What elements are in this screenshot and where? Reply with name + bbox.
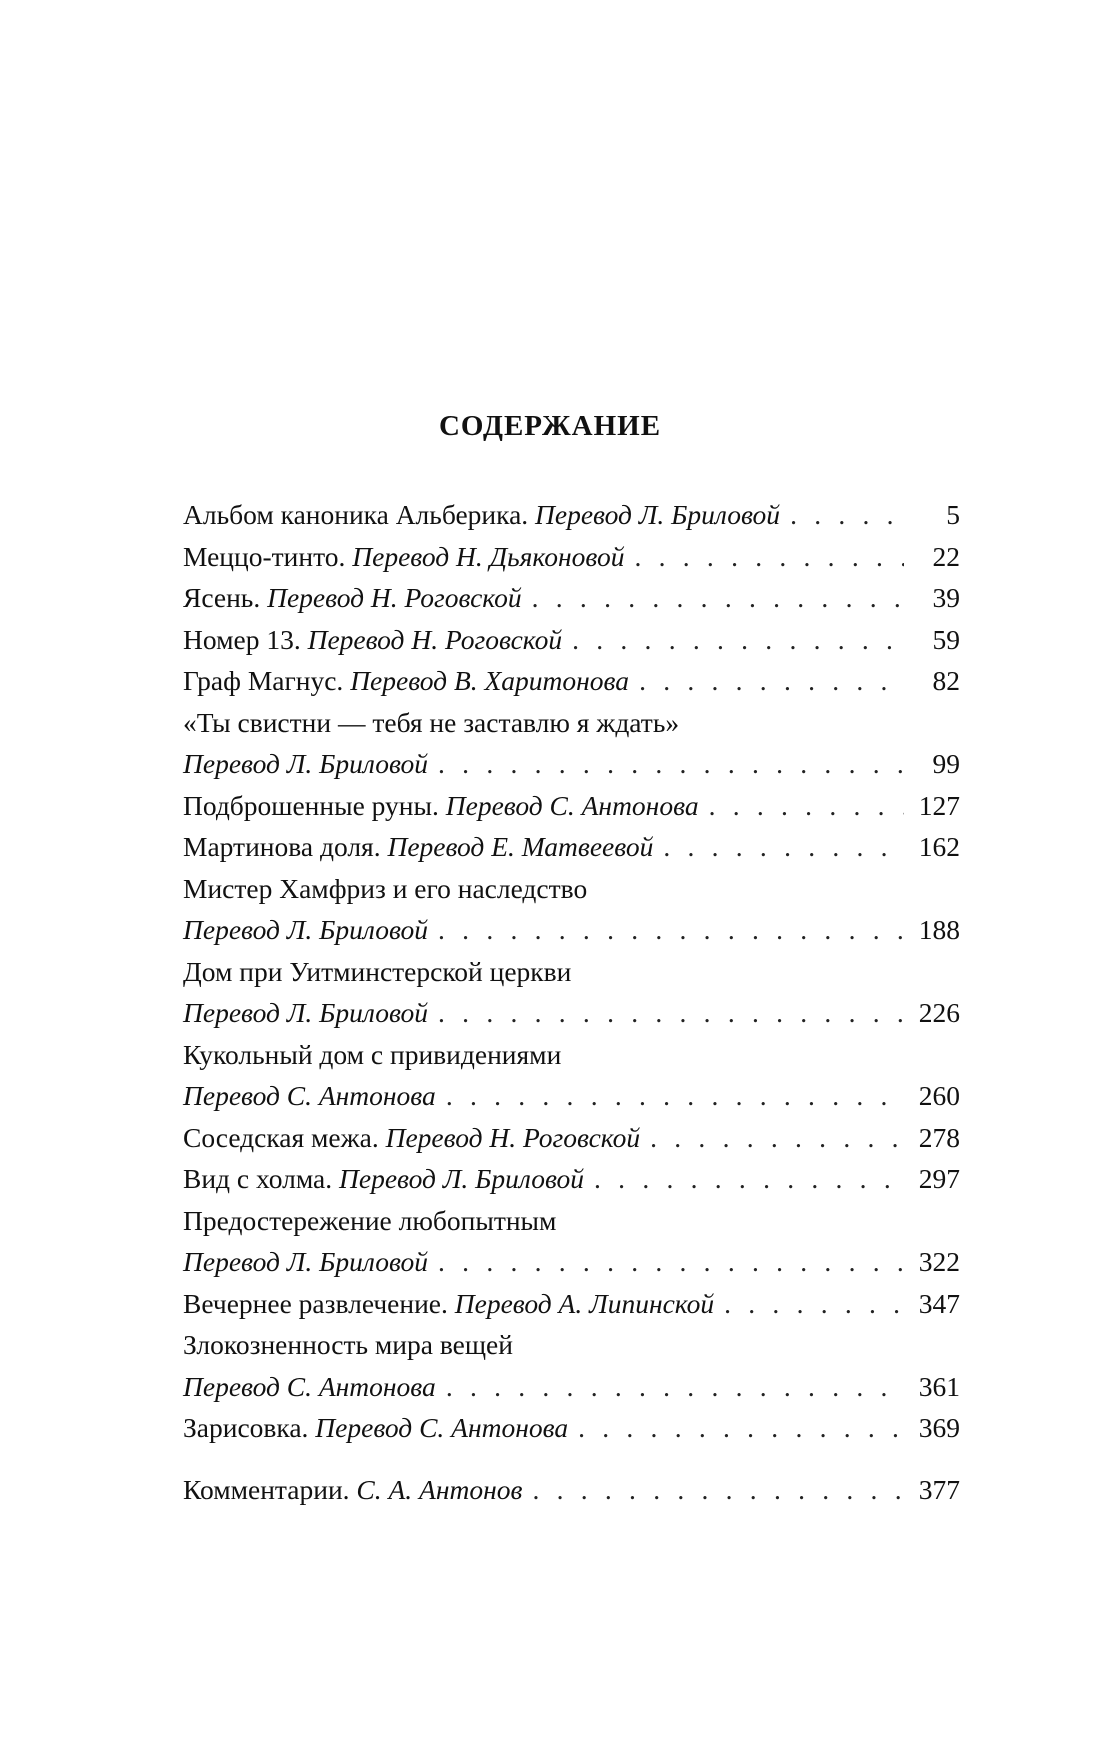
toc-entry: [183, 577, 960, 619]
entry-title: Мистер Хамфриз и его наследство: [183, 872, 588, 904]
toc-entry: [183, 951, 960, 1034]
dot-leader: [438, 992, 904, 1034]
entry-translator: Перевод Н. Дьяконовой: [352, 540, 625, 572]
page-number: 188: [918, 914, 960, 945]
dot-leader: [438, 743, 904, 785]
entry-translator: Перевод Н. Роговской: [385, 1121, 641, 1153]
entry-title: Ясень.: [183, 582, 261, 613]
page-number: 297: [918, 1163, 960, 1194]
dot-leader: [650, 1117, 904, 1159]
page-title: СОДЕРЖАНИЕ: [438, 410, 662, 442]
toc-entry: [183, 826, 960, 868]
entry-title: Дом при Уитминстерской церкви: [183, 955, 572, 987]
entry-title: Зарисовка.: [183, 1412, 309, 1443]
dot-leader: [578, 1407, 904, 1449]
page-number: 22: [932, 540, 960, 572]
toc-entry-commentary: [183, 1469, 960, 1511]
page-number: 162: [918, 831, 960, 862]
entry-translator: Перевод С. Антонова: [315, 1412, 569, 1443]
entry-title: Соседская межа.: [183, 1121, 379, 1153]
toc-entry: [183, 536, 960, 578]
entry-translator: Перевод Е. Матвеевой: [387, 831, 654, 862]
page-number: 59: [932, 623, 960, 655]
dot-leader: [639, 660, 904, 702]
dot-leader: [572, 619, 904, 661]
entry-translator: Перевод С. Антонова: [183, 1080, 436, 1111]
dot-leader: [594, 1158, 904, 1200]
toc-entry: [183, 660, 960, 702]
dot-leader: [532, 577, 904, 619]
dot-leader: [634, 536, 904, 578]
dot-leader: [438, 1241, 904, 1283]
entry-translator: Перевод Л. Бриловой: [339, 1163, 585, 1194]
page-number: 347: [918, 1287, 960, 1319]
entry-translator: Перевод С. Антонова: [445, 789, 699, 821]
page-number: 127: [918, 789, 960, 821]
entry-title: «Ты свистни — тебя не заставлю я ждать»: [183, 706, 680, 738]
toc-entry: [183, 785, 960, 827]
entry-title: Злокозненность мира вещей: [183, 1329, 513, 1360]
entry-title: Граф Магнус.: [183, 665, 344, 696]
entry-translator: Перевод Н. Роговской: [307, 623, 563, 655]
entry-translator: Перевод Л. Бриловой: [183, 1246, 429, 1277]
entry-title: Вид с холма.: [183, 1163, 333, 1194]
dot-leader: [446, 1366, 904, 1408]
dot-leader: [532, 1469, 904, 1511]
entry-title: Вечернее развлечение.: [183, 1287, 448, 1319]
toc-entry: [183, 1034, 960, 1117]
dot-leader: [724, 1283, 904, 1325]
dot-leader: [663, 826, 904, 868]
toc-entry: [183, 1283, 960, 1325]
entry-translator: Перевод Л. Бриловой: [183, 914, 429, 945]
toc-entry: [183, 1117, 960, 1159]
toc-entry: [183, 702, 960, 785]
entry-translator: Перевод В. Харитонова: [350, 665, 630, 696]
page-number: 361: [918, 1370, 960, 1402]
entry-author: С. А. Антонов: [356, 1473, 523, 1505]
entry-title: Мартинова доля.: [183, 831, 381, 862]
page-number: 226: [918, 997, 960, 1028]
dot-leader: [446, 1075, 904, 1117]
toc-entry: [183, 619, 960, 661]
toc-entry: [183, 1407, 960, 1449]
toc-entry: [183, 1200, 960, 1283]
toc-entry: [183, 494, 960, 536]
page-number: 322: [918, 1246, 960, 1277]
page-number: 369: [918, 1412, 960, 1443]
page-number: 5: [946, 499, 960, 530]
entry-translator: Перевод Н. Роговской: [267, 582, 522, 613]
page-number: 82: [932, 665, 960, 696]
entry-translator: Перевод Л. Бриловой: [535, 499, 781, 530]
entry-title: Номер 13.: [183, 623, 301, 655]
toc-entry: [183, 868, 960, 951]
entry-translator: Перевод С. Антонова: [183, 1370, 436, 1402]
entry-translator: Перевод Л. Бриловой: [183, 997, 429, 1028]
page-number: 260: [918, 1080, 960, 1111]
toc-entry: [183, 1158, 960, 1200]
toc-entry: [183, 1324, 960, 1407]
entry-translator: Перевод Л. Бриловой: [183, 748, 429, 779]
entry-title: Кукольный дом с привидениями: [183, 1038, 562, 1070]
entry-title: Подброшенные руны.: [183, 789, 439, 821]
page-number: 39: [932, 582, 960, 613]
table-of-contents: [183, 494, 960, 1510]
entry-title: Меццо-тинто.: [183, 540, 346, 572]
page-number: 99: [932, 748, 960, 779]
dot-leader: [709, 785, 904, 827]
page-number: 278: [918, 1121, 960, 1153]
page-number: 377: [918, 1473, 960, 1505]
dot-leader: [438, 909, 904, 951]
entry-title: Предостережение любопытным: [183, 1204, 557, 1236]
dot-leader: [790, 494, 904, 536]
entry-translator: Перевод А. Липинской: [454, 1287, 715, 1319]
entry-title: Альбом каноника Альберика.: [183, 499, 529, 530]
entry-title: Комментарии.: [183, 1473, 350, 1505]
